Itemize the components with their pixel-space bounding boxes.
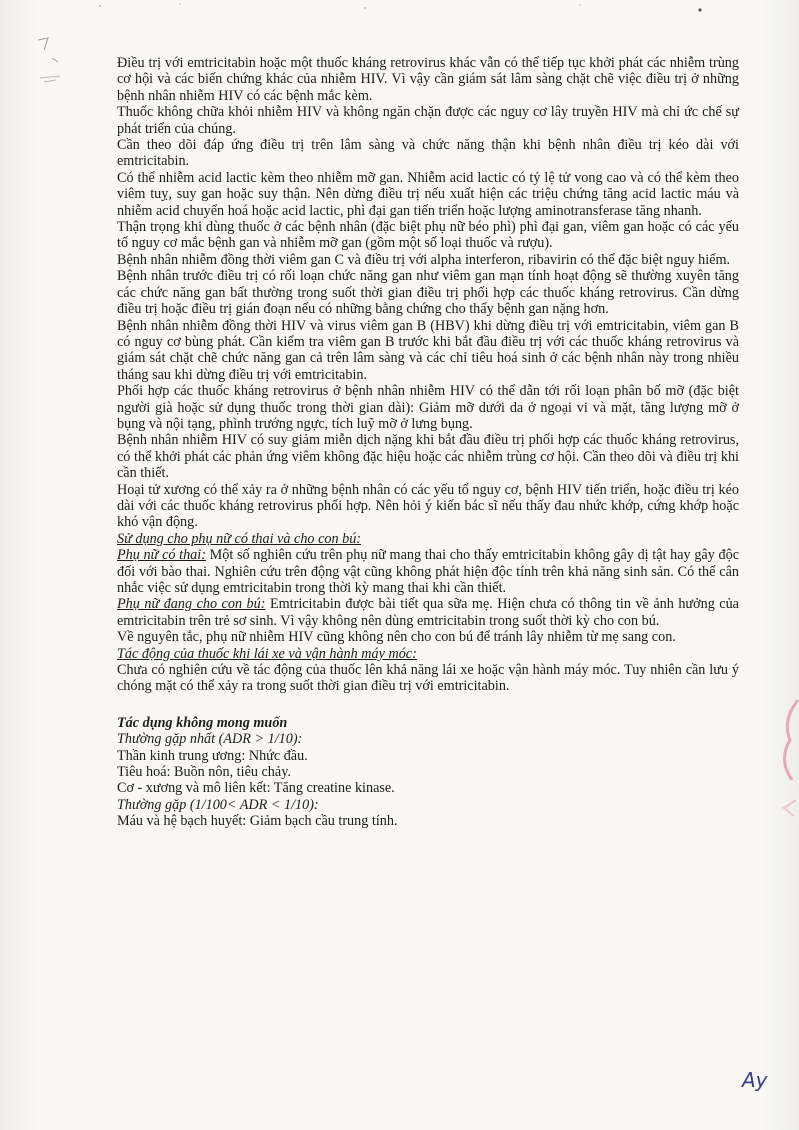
paragraph: Bệnh nhân nhiễm HIV có suy giảm miễn dịch nặng khi bắt đầu điều trị phối hợp các thuốc kháng retrovirus, có thể khởi phát các phản ứng viêm không đặc hiệu hoặc các nhiễm trùng cơ hội. Cần theo dõi và điều trị khi cần thiết.	[117, 432, 739, 482]
list-item: Cơ - xương và mô liên kết: Tăng creatine kinase.	[117, 780, 395, 797]
pregnancy-heading: Sử dụng cho phụ nữ có thai và cho con bú:	[117, 530, 362, 547]
paragraph: Thuốc không chữa khỏi nhiễm HIV và không ngăn chặn được các nguy cơ lây truyền HIV mà chỉ ức chế sự phát triển của chúng.	[117, 104, 739, 137]
scan-noise	[60, 0, 760, 20]
paragraph: Cần theo dõi đáp ứng điều trị trên lâm sàng và chức năng thận khi bệnh nhân điều trị kéo dài với emtricitabin.	[117, 137, 739, 170]
paragraph: Thận trọng khi dùng thuốc ở các bệnh nhân (đặc biệt phụ nữ béo phì) phì đại gan, viêm gan hoặc có các yếu tố nguy cơ mắc bệnh gan và nhiễm mỡ gan (gồm một số loại thuốc và rượu).	[117, 219, 739, 252]
stamp-edge-mark	[770, 690, 799, 830]
paragraph: Bệnh nhân nhiễm đồng thời viêm gan C và điều trị với alpha interferon, ribavirin có thể đặc biệt nguy hiểm.	[117, 251, 731, 268]
handwritten-page-mark: Ay	[742, 1068, 768, 1092]
nursing-text: Emtricitabin được bài tiết qua sữa mẹ. Hiện chưa có thông tin về ảnh hưởng của emtricitabin trên trẻ sơ sinh. Vì vậy không nên dùng emtricitabin trong suốt thời kỳ cho con bú.	[117, 596, 739, 629]
paragraph: Có thể nhiễm acid lactic kèm theo nhiễm mỡ gan. Nhiễm acid lactic có tỷ lệ tử vong cao và có thể kèm theo viêm tuỵ, suy gan hoặc suy thận. Nên dừng điều trị nếu xuất hiện các triệu chứng tăng acid lactic máu và nhiễm acid chuyển hoá hoặc acid lactic, phì đại gan tiến triển hoặc lượng aminotransferase tăng nhanh.	[117, 169, 739, 219]
list-item: Máu và hệ bạch huyết: Giảm bạch cầu trung tính.	[117, 813, 398, 830]
principle-paragraph: Về nguyên tắc, phụ nữ nhiễm HIV cũng không nên cho con bú để tránh lây nhiễm từ mẹ sang con.	[117, 629, 676, 646]
common-label: Thường gặp nhất (ADR > 1/10):	[117, 731, 303, 748]
document-body	[117, 55, 739, 830]
paragraph: Phối hợp các thuốc kháng retrovirus ở bệnh nhân nhiễm HIV có thể dẫn tới rối loạn phân bố mỡ (đặc biệt người già hoặc sử dụng thuốc trong thời gian dài): Giảm mỡ dưới da ở ngoại vi và mặt, tăng lượng mỡ ở bụng và nội tạng, phình trướng ngực, tích luỹ mỡ ở lưng bụng.	[117, 383, 739, 432]
paragraph: Bệnh nhân trước điều trị có rối loạn chức năng gan như viêm gan mạn tính hoạt động sẽ thường xuyên tăng các chức năng gan bất thường trong suốt thời gian điều trị phối hợp các thuốc kháng retrovirus. Cần dừng điều trị hoặc điều trị gián đoạn nếu có những bằng chứng cho thấy bệnh gan nặng hơn.	[117, 268, 739, 318]
paragraph: Điều trị với emtricitabin hoặc một thuốc kháng retrovirus khác vẫn có thể tiếp tục khởi phát các nhiễm trùng cơ hội và các biến chứng khác của nhiễm HIV. Vì vậy cần giám sát lâm sàng chặt chẽ việc điều trị ở những bệnh nhân nhiễm HIV có các bệnh mắc kèm.	[117, 55, 739, 104]
paragraph: Bệnh nhân nhiễm đồng thời HIV và virus viêm gan B (HBV) khi dừng điều trị với emtricitabin, viêm gan B có nguy cơ bùng phát. Cần kiểm tra viêm gan B trước khi bắt đầu điều trị với các thuốc kháng retrovirus và giám sát chặt chẽ chức năng gan cả trên lâm sàng và các chỉ tiêu hoá sinh ở các bệnh nhân này trong nhiều tháng sau khi dừng điều trị với emtricitabin.	[117, 317, 739, 383]
nursing-label: Phụ nữ đang cho con bú:	[117, 596, 266, 613]
paragraph: Hoại tử xương có thể xảy ra ở những bệnh nhân có các yếu tố nguy cơ, bệnh HIV tiến triển, hoặc điều trị kéo dài với các thuốc kháng retrovirus phối hợp. Nên hỏi ý kiến bác sĩ nếu thấy đau nhức khớp, cứng khớp hoặc khó vận động.	[117, 481, 739, 531]
list-item: Tiêu hoá: Buồn nôn, tiêu chảy.	[117, 764, 291, 781]
adverse-heading: Tác dụng không mong muốn	[117, 714, 288, 731]
less-common-label: Thường gặp (1/100< ADR < 1/10):	[117, 796, 319, 813]
nursing-paragraph	[117, 596, 739, 629]
pregnant-text: Một số nghiên cứu trên phụ nữ mang thai cho thấy emtricitabin không gây dị tật hay gây độc đối với bào thai. Nghiên cứu trên động vật cũng không phát hiện độc tính trên khả năng sinh sản. Có thể cân nhắc việc sử dụng emtricitabin trong thời kỳ mang thai khi cần thiết.	[117, 547, 739, 596]
pregnant-label: Phụ nữ có thai:	[117, 547, 206, 564]
driving-text: Chưa có nghiên cứu về tác động của thuốc lên khả năng lái xe hoặc vận hành máy móc. Tuy nhiên cần lưu ý chóng mặt có thể xảy ra trong suốt thời gian điều trị với emtricitabin.	[117, 662, 739, 695]
driving-heading: Tác động của thuốc khi lái xe và vận hành máy móc:	[117, 645, 417, 662]
list-item: Thần kinh trung ương: Nhức đầu.	[117, 747, 308, 764]
scan-artifact	[30, 28, 70, 88]
pregnant-paragraph	[117, 547, 739, 596]
